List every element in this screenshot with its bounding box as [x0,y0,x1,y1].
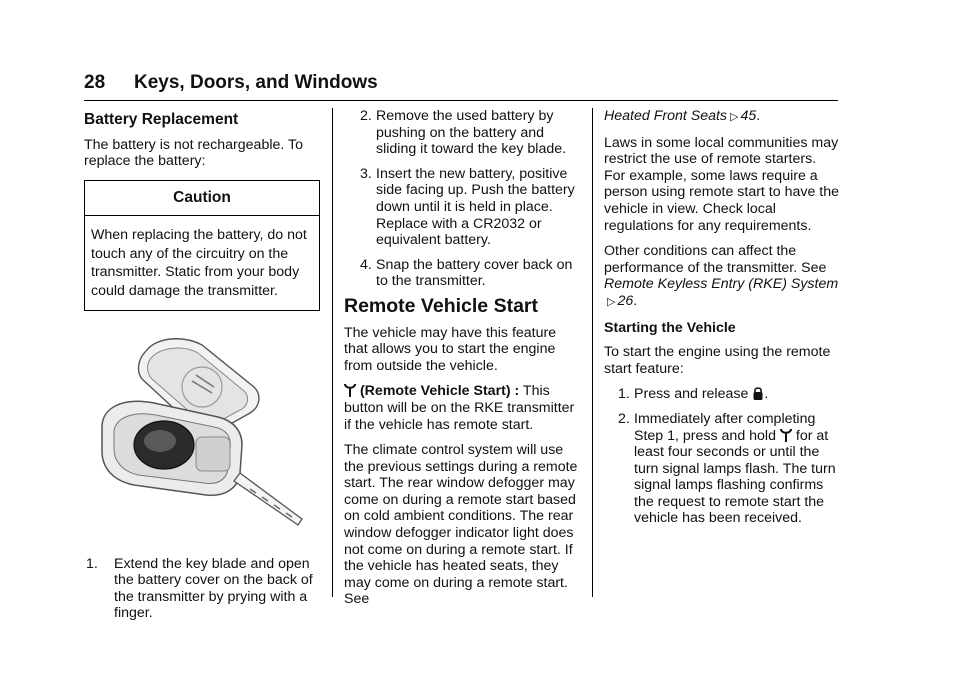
heated-front-seats-link[interactable]: Heated Front Seats [604,108,728,124]
reference-arrow-icon: ▷ [730,111,739,123]
list-item [344,257,580,290]
list-item [604,411,840,527]
key-fob-battery-illustration [84,331,320,541]
punctuation: . [764,386,769,403]
heated-seats-xref-paragraph [604,108,840,126]
remote-vehicle-start-title: Remote Vehicle Start [344,294,538,317]
climate-control-paragraph [344,442,580,608]
step-number: 2. [618,410,630,427]
step-number: 3. [360,165,372,182]
step-text: Snap the battery cover back on to the transmitter. [376,256,573,290]
step-number: 4. [360,256,372,273]
step-text: Insert the new battery, positive side facing up. Push the battery down until it is held in place. Replace with a CR2032 or equivalent battery. [376,165,575,249]
list-item [344,108,580,158]
caution-text: When replacing the battery, do not touch any of the circuitry on the transmitter. Static from your body could damage the transmitter. [91,227,307,299]
remote-start-intro: The vehicle may have this feature that allows you to start the engine from outside the vehicle. [344,324,557,374]
column-1 [84,108,320,630]
climate-control-text: The climate control system will use the previous settings during a remote start. The rear window defogger may come on during a remote start based on cold ambient conditions. The rear window defogger indicator light does not come on during a remote start. If the vehicle has heated seats, they may come on during a remote start. See [344,442,578,608]
local-laws-paragraph: Laws in some local communities may restrict the use of remote starters. For example, some laws require a person using remote start to have the vehicle in view. Check local regulations for any requirements. [604,134,840,234]
chapter-title: Keys, Doors, and Windows [134,72,378,93]
remote-start-button-desc: This button will be on the RKE transmitter if the vehicle has remote start. [344,383,575,433]
starting-steps-list [604,386,840,527]
step-text: Immediately after completing Step 1, press and hold [634,410,816,444]
remote-start-icon [780,428,792,443]
battery-replacement-title: Battery Replacement [84,111,239,128]
step-number: 2. [360,108,372,124]
step-number: 1. [618,386,630,403]
step-text: Extend the key blade and open the battery cover on the back of the transmitter by prying with a finger. [114,555,313,622]
list-item [604,386,840,403]
column-3 [604,108,840,535]
battery-steps-list [84,556,320,622]
caution-box [84,180,320,311]
starting-vehicle-subtitle: Starting the Vehicle [604,319,736,336]
remote-start-button-label: (Remote Vehicle Start) : [359,383,520,400]
lock-icon [752,386,764,401]
page-number: 28 [84,72,106,93]
header-divider [84,100,838,101]
other-conditions-text: Other conditions can affect the performance of the transmitter. See [604,243,827,276]
page-header [84,66,838,102]
battery-steps-list-continued [344,108,580,290]
caution-title: Caution [85,181,319,217]
punctuation: . [756,108,761,124]
starting-intro: To start the engine using the remote start feature: [604,344,831,377]
other-conditions-paragraph [604,243,840,310]
list-item [344,166,580,249]
column-divider [592,108,593,597]
column-divider [332,108,333,597]
remote-start-icon [344,383,356,398]
xref-page: 45 [740,108,757,124]
battery-intro: The battery is not rechargeable. To replace the battery: [84,136,303,170]
step-text: Remove the used battery by pushing on the battery and sliding it toward the key blade. [376,108,567,158]
step-number: 1. [86,555,98,572]
column-2 [344,108,580,617]
reference-arrow-icon: ▷ [607,295,616,308]
xref-page: 26 [617,292,634,309]
list-item [84,556,320,622]
rke-system-link[interactable]: Remote Keyless Entry (RKE) System [604,276,839,293]
step-text: for at least four seconds or until the turn signal lamps flash. The turn signal lamps flashing confirms the request to remote start the vehicle has been received. [634,427,836,527]
remote-start-button-paragraph [344,383,580,433]
step-text: Press and release [634,386,749,403]
punctuation: . [633,292,638,309]
